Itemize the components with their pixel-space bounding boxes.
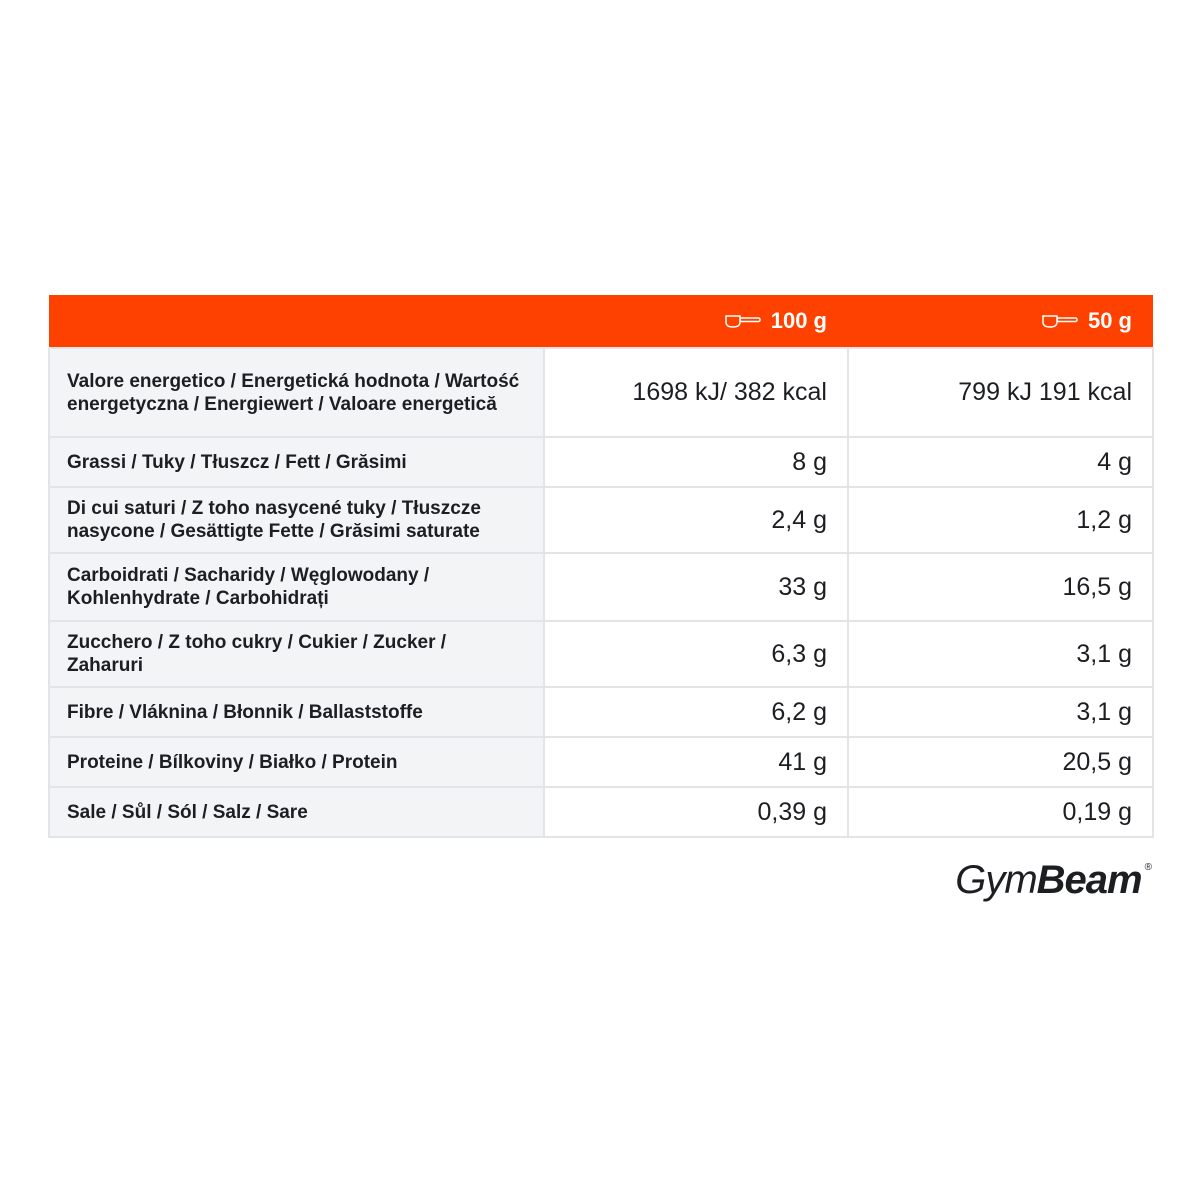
nutrient-label: Carboidrati / Sacharidy / Węglowodany / Kohlenhydrate / Carbohidrați (49, 553, 544, 621)
nutrient-label: Sale / Sůl / Sól / Salz / Sare (49, 787, 544, 837)
nutrient-label: Zucchero / Z toho cukry / Cukier / Zucker / Zaharuri (49, 621, 544, 687)
header-label-50g: 50 g (1087, 307, 1132, 333)
value-per-100g: 8 g (544, 437, 848, 487)
value-per-50g: 16,5 g (848, 553, 1153, 621)
value-per-50g: 1,2 g (848, 487, 1153, 553)
header-cell-100g (544, 295, 848, 348)
header-cell-50g (848, 295, 1153, 348)
nutrient-label: Di cui saturi / Z toho nasycené tuky / Tłuszcze nasycone / Gesättigte Fette / Grăsimi saturate (49, 487, 544, 553)
table-row (49, 437, 1153, 487)
scoop-icon (1042, 313, 1078, 329)
gymbeam-logo (955, 858, 1152, 903)
nutrient-label: Proteine / Bílkoviny / Białko / Protein (49, 737, 544, 787)
scoop-icon (725, 313, 761, 329)
table-row (49, 621, 1153, 687)
table-row (49, 687, 1153, 737)
table-header-row (49, 295, 1153, 348)
nutrition-table (48, 295, 1154, 838)
value-per-50g: 3,1 g (848, 687, 1153, 737)
value-per-100g: 33 g (544, 553, 848, 621)
header-label-cell (49, 295, 544, 348)
nutrition-table-container (48, 295, 1152, 838)
value-per-100g: 2,4 g (544, 487, 848, 553)
value-per-50g: 4 g (848, 437, 1153, 487)
table-row (49, 487, 1153, 553)
value-per-50g: 799 kJ 191 kcal (848, 348, 1153, 437)
value-per-50g: 20,5 g (848, 737, 1153, 787)
value-per-100g: 1698 kJ/ 382 kcal (544, 348, 848, 437)
value-per-100g: 6,2 g (544, 687, 848, 737)
value-per-100g: 41 g (544, 737, 848, 787)
value-per-50g: 0,19 g (848, 787, 1153, 837)
logo-text-gym: Gym (955, 858, 1037, 902)
value-per-50g: 3,1 g (848, 621, 1153, 687)
table-row (49, 348, 1153, 437)
nutrient-label: Fibre / Vláknina / Błonnik / Ballaststoffe (49, 687, 544, 737)
registered-mark: ® (1144, 862, 1152, 873)
value-per-100g: 6,3 g (544, 621, 848, 687)
nutrient-label: Valore energetico / Energetická hodnota / Wartość energetyczna / Energiewert / Valoare energetică (49, 348, 544, 437)
table-row (49, 737, 1153, 787)
nutrient-label: Grassi / Tuky / Tłuszcz / Fett / Grăsimi (49, 437, 544, 487)
table-row (49, 553, 1153, 621)
logo-text-beam: Beam (1036, 858, 1142, 902)
value-per-100g: 0,39 g (544, 787, 848, 837)
table-row (49, 787, 1153, 837)
header-label-100g: 100 g (770, 307, 827, 333)
